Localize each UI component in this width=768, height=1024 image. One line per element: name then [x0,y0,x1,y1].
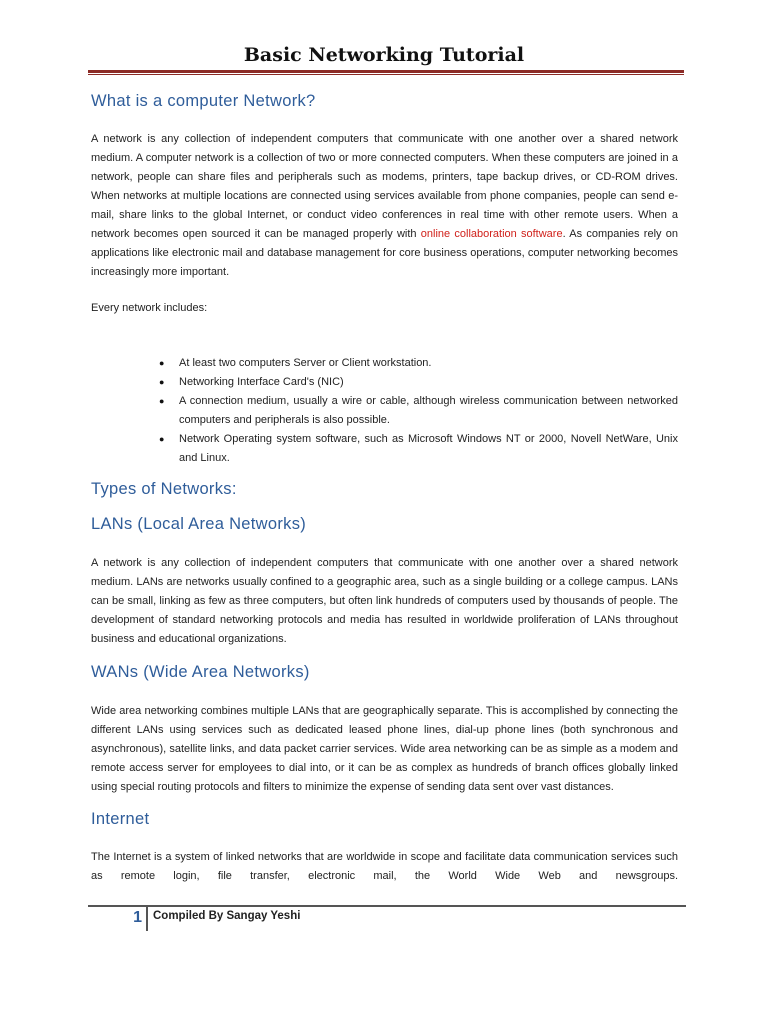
paragraph-internet: The Internet is a system of linked networks that are worldwide in scope and facilitate data communication services such as remote login, file transfer, electronic mail, the World Wide Web and newsgroups. [91,851,678,882]
heading-types-of-networks: Types of Networks: [91,480,237,498]
list-item [159,373,678,392]
document-body [91,89,678,886]
network-components-list [91,354,678,468]
document-title: Basic Networking Tutorial [243,44,525,66]
paragraph-lans: A network is any collection of independent computers that communicate with one another over a shared network medium. LANs are networks usually confined to a geographic area, such as a single building or a college campus. LANs can be small, linking as few as three computers, but often link hundreds of computers used by thousands of people. The development of standard networking protocols and media has resulted in worldwide proliferation of LANs throughout business and educational organizations. [91,557,678,645]
online-collaboration-link[interactable]: online collaboration software [420,228,563,240]
heading-lans: LANs (Local Area Networks) [91,515,307,533]
list-item [159,354,678,373]
footer-divider [146,906,148,931]
footer-rule [88,905,686,907]
title-rule-thin [88,74,684,75]
bullet-icon: ● [159,358,165,368]
paragraph-text: . As companies rely on applications like electronic mail and database management for core business operations, computer networking becomes increasingly more important. [91,228,678,278]
list-item-text: A connection medium, usually a wire or cable, although wireless communication between networked computers and peripherals is also possible. [179,395,678,426]
list-item-text: Networking Interface Card's (NIC) [179,376,344,388]
page-number: 1 [133,909,142,926]
paragraph-computer-network [91,130,678,282]
heading-wans: WANs (Wide Area Networks) [91,663,310,681]
list-item [159,430,678,468]
bullet-icon: ● [159,377,165,387]
paragraph-every-network-includes: Every network includes: [91,302,208,314]
paragraph-text: A network is any collection of independent computers that communicate with one another over a shared network medium. A computer network is a collection of two or more connected computers. When these computers are joined in a network, people can share files and peripherals such as modems, printers, tape backup drives, or CD-ROM drives. When networks at multiple locations are connected using services available from phone companies, people can send e-mail, share links to the global Internet, or conduct video conferences in real time with other remote users. When a network becomes open sourced it can be managed properly with [91,133,678,240]
list-item-text: Network Operating system software, such as Microsoft Windows NT or 2000, Novell NetWare, Unix and Linux. [179,433,678,464]
heading-computer-network: What is a computer Network? [91,92,316,110]
list-item [159,392,678,430]
bullet-icon: ● [159,396,165,406]
bullet-icon: ● [159,434,165,444]
heading-internet: Internet [91,810,150,828]
compiled-by-credit: Compiled By Sangay Yeshi [153,910,301,922]
list-item-text: At least two computers Server or Client workstation. [179,357,432,369]
paragraph-wans: Wide area networking combines multiple LANs that are geographically separate. This is accomplished by connecting the different LANs using services such as dedicated leased phone lines, dial-up phone lines (both synchronous and asynchronous), satellite links, and data packet carrier services. Wide area networking can be as simple as a modem and remote access server for employees to dial into, or it can be as complex as hundreds of branch offices globally linked using special routing protocols and filters to minimize the expense of sending data sent over vast distances. [91,705,678,793]
title-rule [88,70,684,73]
